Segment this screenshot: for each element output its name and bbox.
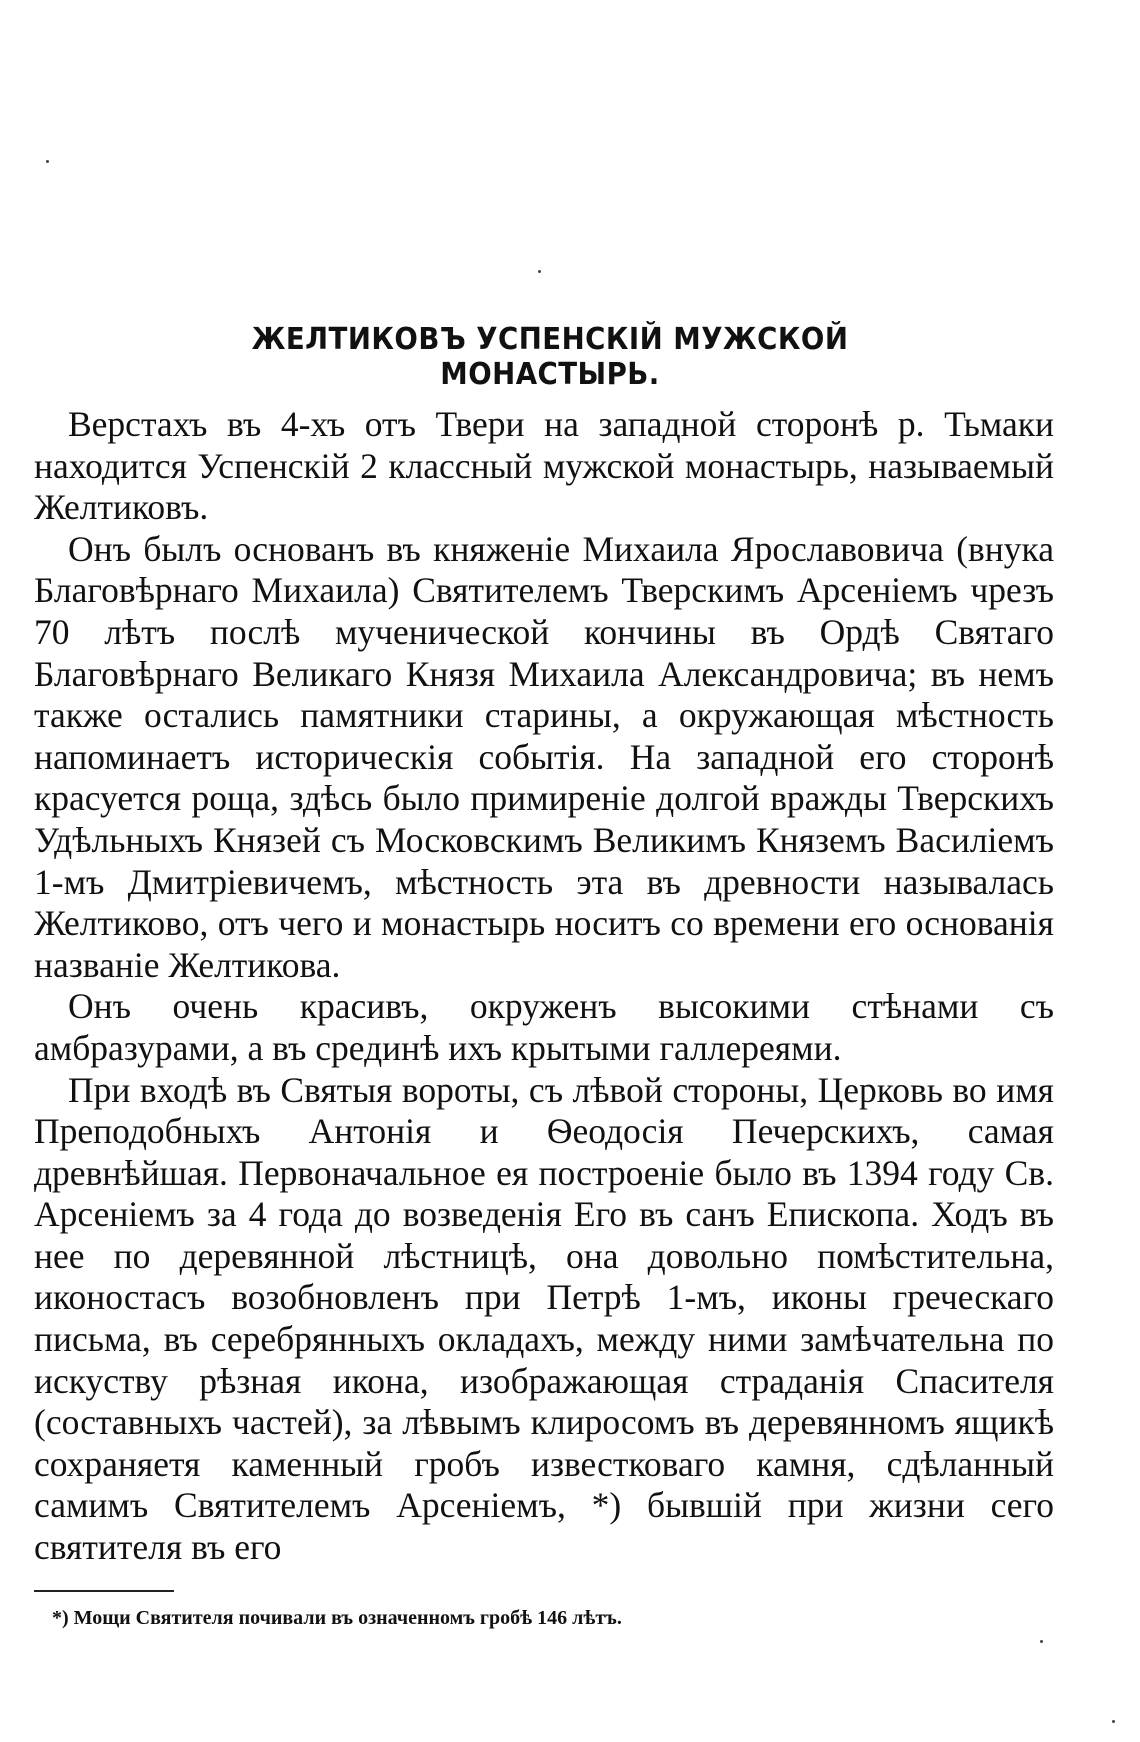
scan-speck [1112,1720,1115,1723]
body-text [34,404,1054,1569]
scan-speck [1040,1640,1043,1643]
scan-speck [538,270,541,273]
paragraph-2: Онъ былъ основанъ въ княженіе Михаила Ярославовича (внука Благовѣрнаго Михаила) Святителемъ Тверскимъ Арсеніемъ чрезъ 70 лѣтъ послѣ мученической кончины въ Ордѣ Святаго Благовѣрнаго Великаго Князя Михаила Александровича; въ немъ также остались памятники старины, а окружающая мѣстность напоминаетъ историческія событія. На западной его сторонѣ красуется роща, здѣсь было примиреніе долгой вражды Тверскихъ Удѣльныхъ Князей съ Московскимъ Великимъ Княземъ Василіемъ 1-мъ Дмитріевичемъ, мѣстность эта въ древности называлась Желтиково, отъ чего и монастырь носитъ со времени его основанія названіе Желтикова. [34,528,1054,985]
footnote: *) Мощи Святителя почивали въ означенномъ гробѣ 146 лѣтъ. [52,1607,622,1629]
footnote-divider [34,1590,174,1592]
page-title: ЖЕЛТИКОВЪ УСПЕНСКІЙ МУЖСКОЙ МОНАСТЫРЬ. [251,322,849,392]
paragraph-1: Верстахъ въ 4-хъ отъ Твери на западной сторонѣ р. Тьмаки находится Успенскій 2 классный мужской монастырь, называемый Желтиковъ. [34,404,1054,528]
paragraph-4: При входѣ въ Святыя вороты, съ лѣвой стороны, Церковь во имя Преподобныхъ Антонія и Ѳеодосія Печерскихъ, самая древнѣйшая. Первоначальное ея построеніе было въ 1394 году Св. Арсеніемъ за 4 года до возведенія Его въ санъ Епископа. Ходъ въ нее по деревянной лѣстницѣ, она довольно помѣстительна, иконостасъ возобновленъ при Петрѣ 1-мъ, иконы греческаго письма, въ серебрянныхъ окладахъ, между ними замѣчательна по искуству рѣзная икона, изображающая страданія Спасителя (составныхъ частей), за лѣвымъ клиросомъ въ деревянномъ ящикѣ сохраняетя каменный гробъ известковаго камня, сдѣланный самимъ Святителемъ Арсеніемъ, *) бывшій при жизни сего святителя въ его [34,1069,1054,1568]
scan-speck [46,160,49,163]
paragraph-3: Онъ очень красивъ, окруженъ высокими стѣнами съ амбразурами, а въ срединѣ ихъ крытыми галлереями. [34,986,1054,1068]
